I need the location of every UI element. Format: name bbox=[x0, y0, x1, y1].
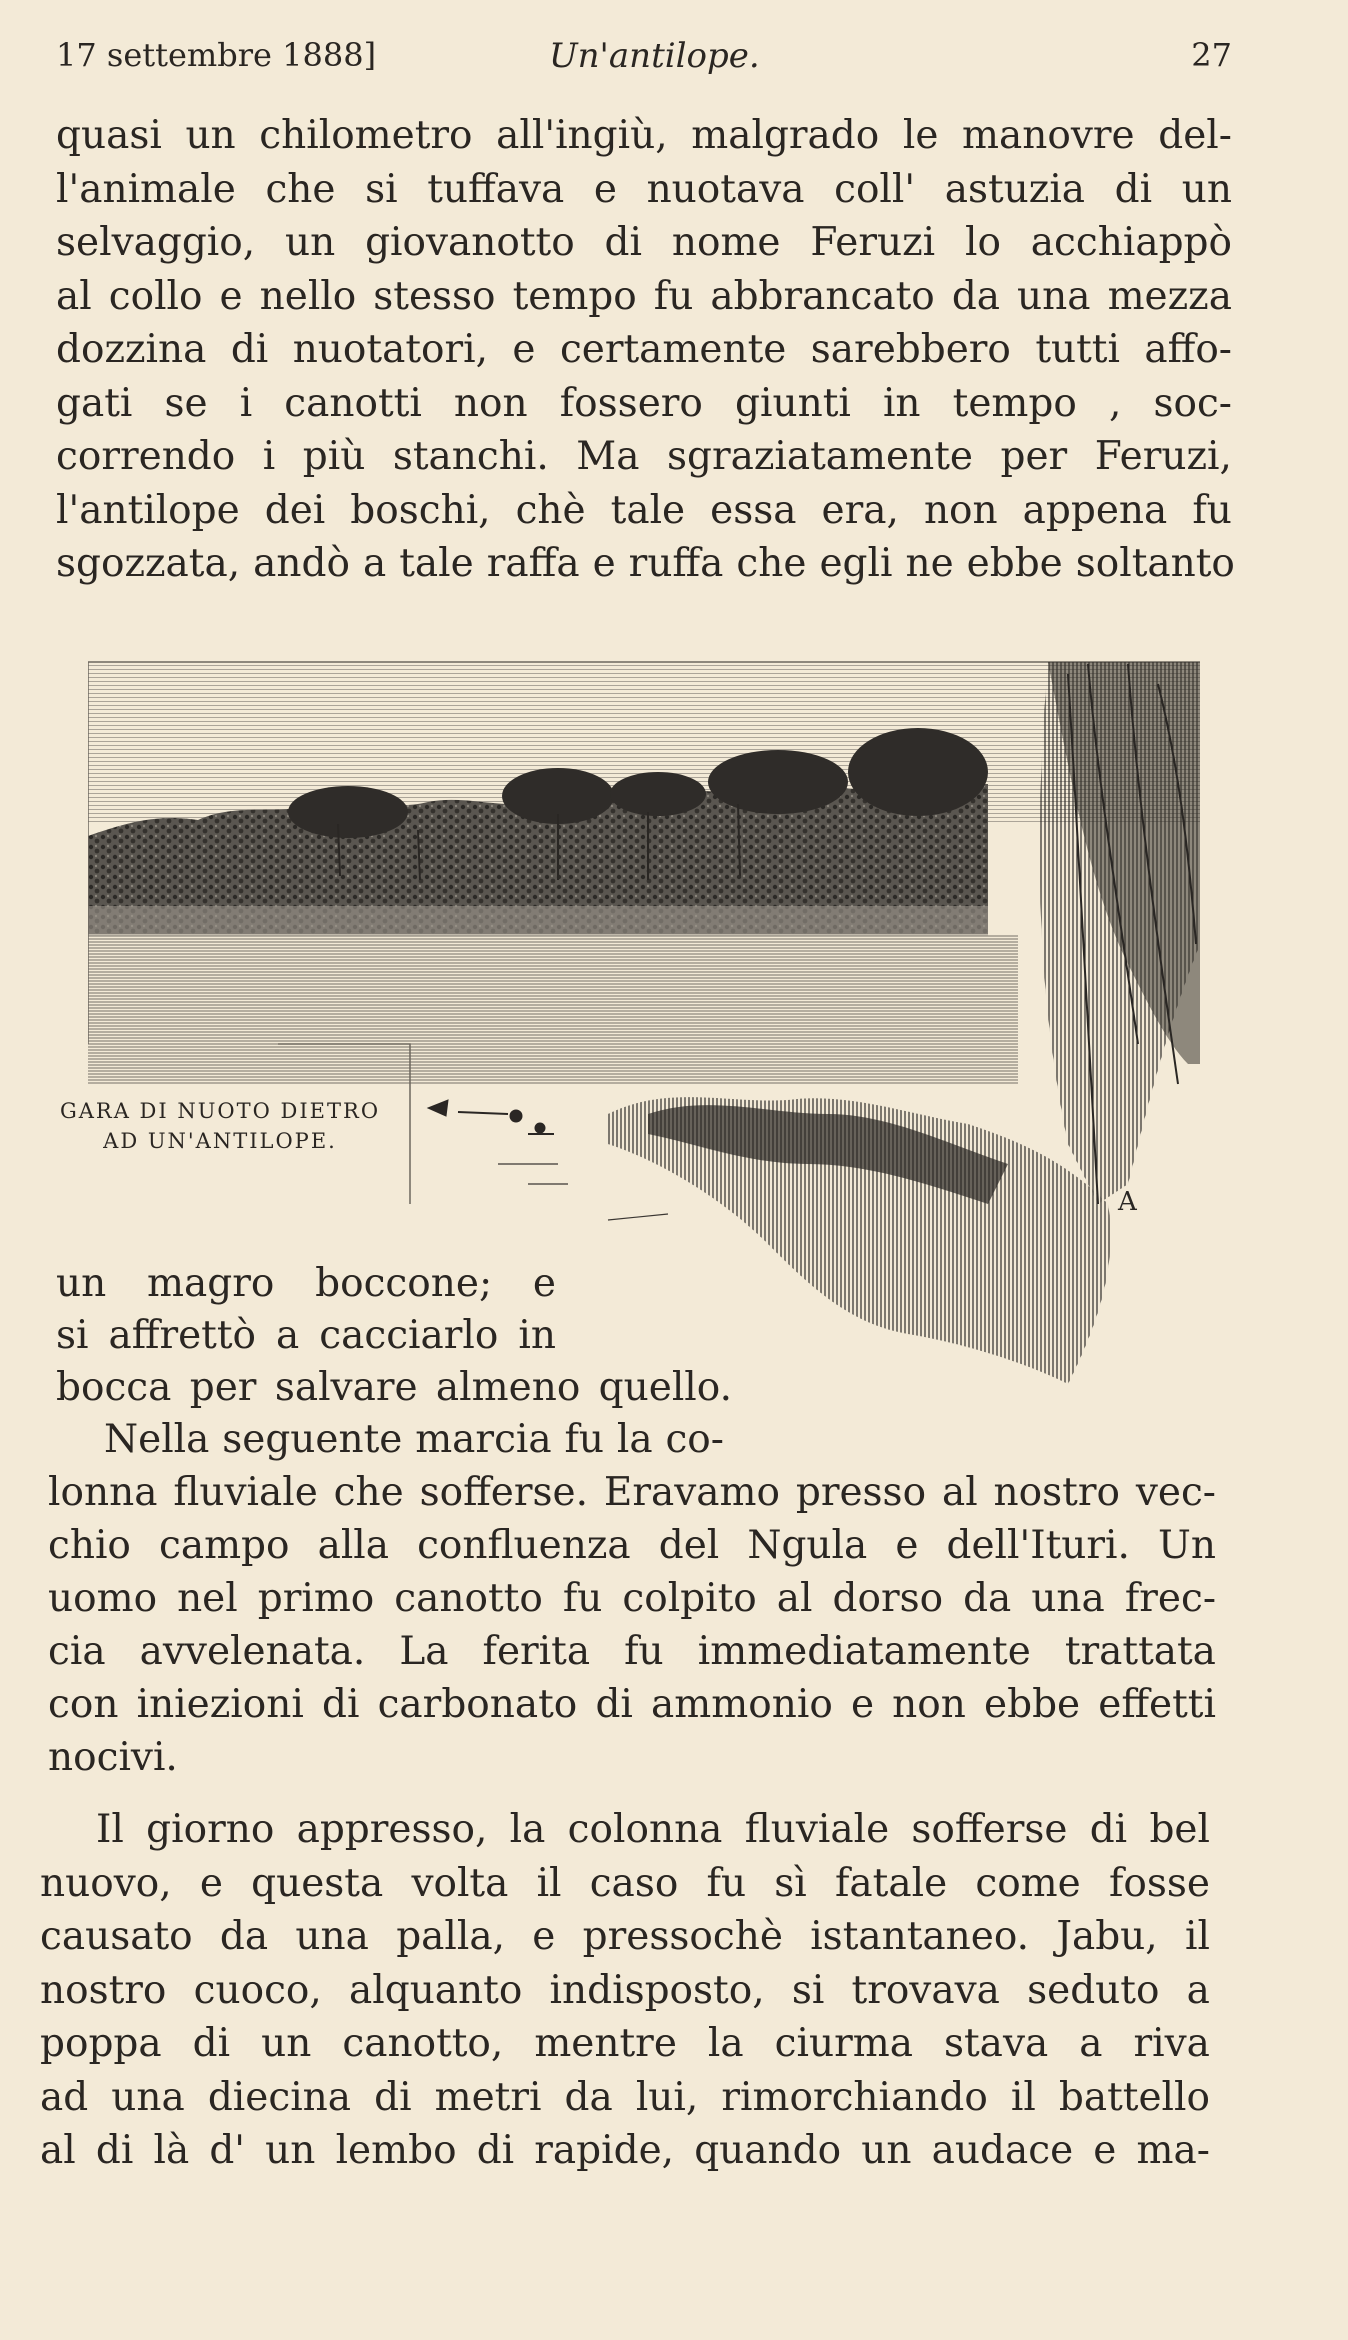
header-date: 17 settembre 1888] bbox=[56, 36, 377, 74]
caption-line-1: GARA DI NUOTO DIETRO bbox=[59, 1099, 381, 1123]
swimmers bbox=[428, 1100, 554, 1134]
running-header bbox=[56, 36, 1232, 82]
text-line: al collo e nello stesso tempo fu abbrancato da una mezza bbox=[56, 274, 1232, 319]
text-line: al di là d' un lembo di rapide, quando un audace e ma- bbox=[40, 2128, 1210, 2173]
header-title: Un'antilope. bbox=[549, 36, 760, 76]
text-line: nuovo, e questa volta il caso fu sì fatale come fosse bbox=[40, 1861, 1210, 1906]
text-line: Nella seguente marcia fu la co- bbox=[104, 1417, 724, 1462]
text-line: correndo i più stanchi. Ma sgraziatamente per Feruzi, bbox=[56, 434, 1232, 479]
text-line: sgozzata, andò a tale raffa e ruffa che egli ne ebbe soltanto bbox=[56, 541, 1235, 586]
water-ripples bbox=[498, 1164, 668, 1220]
text-line: chio campo alla confluenza del Ngula e dell'Ituri. Un bbox=[48, 1523, 1216, 1568]
text-line: gati se i canotti non fossero giunti in tempo , soc- bbox=[56, 381, 1232, 426]
text-line: bocca per salvare almeno quello. bbox=[56, 1365, 732, 1410]
text-line: l'animale che si tuffava e nuotava coll' astuzia di un bbox=[56, 167, 1232, 212]
engraver-signature: A bbox=[1118, 1187, 1137, 1217]
text-line: Il giorno appresso, la colonna fluviale sofferse di bel bbox=[96, 1807, 1210, 1852]
text-line: si affrettò a cacciarlo in bbox=[56, 1313, 556, 1358]
text-line: nostro cuoco, alquanto indisposto, si trovava seduto a bbox=[40, 1968, 1210, 2013]
text-line: lonna fluviale che sofferse. Eravamo presso al nostro vec- bbox=[48, 1470, 1216, 1515]
text-line: ad una diecina di metri da lui, rimorchiando il battello bbox=[40, 2075, 1210, 2120]
text-line: dozzina di nuotatori, e certamente sarebbero tutti affo- bbox=[56, 327, 1232, 372]
caption-line-2: AD UN'ANTILOPE. bbox=[103, 1129, 337, 1153]
text-line: con iniezioni di carbonato di ammonio e non ebbe effetti bbox=[48, 1682, 1216, 1727]
text-line: cia avvelenata. La ferita fu immediatamente trattata bbox=[48, 1629, 1216, 1674]
figure-caption bbox=[40, 1096, 400, 1156]
text-line: l'antilope dei boschi, chè tale essa era, non appena fu bbox=[56, 488, 1232, 533]
text-line: quasi un chilometro all'ingiù, malgrado le manovre del- bbox=[56, 113, 1232, 158]
river bbox=[88, 934, 1018, 1084]
text-line: causato da una palla, e pressochè istantaneo. Jabu, il bbox=[40, 1914, 1210, 1959]
text-line: selvaggio, un giovanotto di nome Feruzi lo acchiappò bbox=[56, 220, 1232, 265]
text-line: uomo nel primo canotto fu colpito al dorso da una frec- bbox=[48, 1576, 1216, 1621]
engraving-illustration bbox=[88, 644, 1200, 1424]
text-line: nocivi. bbox=[48, 1735, 178, 1780]
text-line: poppa di un canotto, mentre la ciurma stava a riva bbox=[40, 2021, 1210, 2066]
page-number: 27 bbox=[1191, 36, 1232, 74]
text-line: un magro boccone; e bbox=[56, 1261, 556, 1306]
